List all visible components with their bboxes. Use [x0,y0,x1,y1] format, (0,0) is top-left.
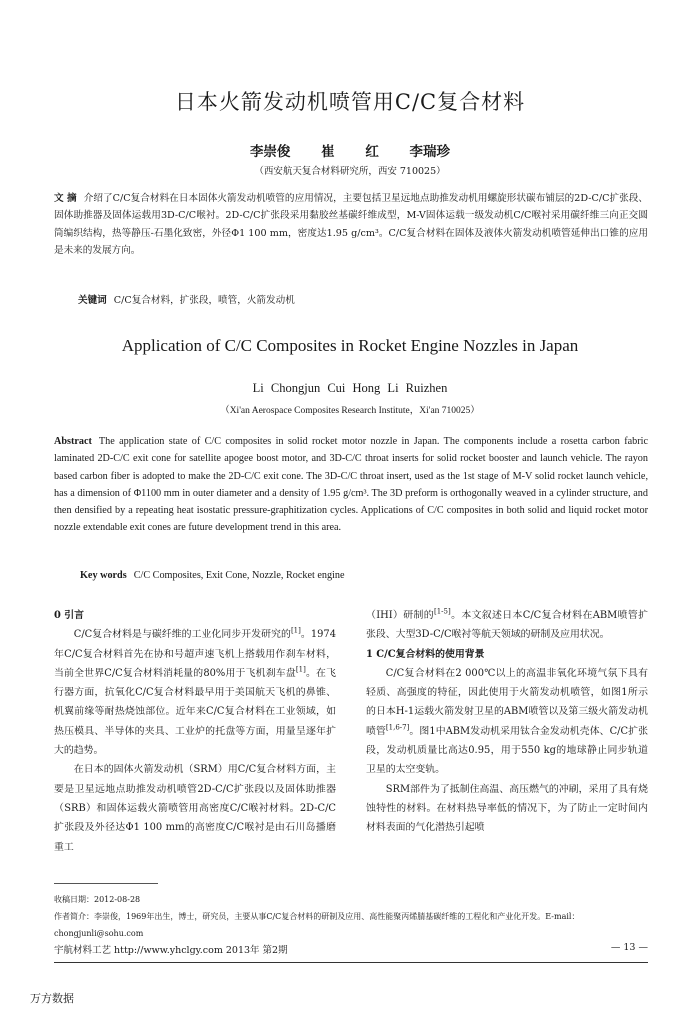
keywords-en [80,570,345,581]
footnote-received-date: 收稿日期：2012-08-28 [54,895,141,904]
citation: [1,6-7] [385,723,410,732]
affiliation-cn: （西安航天复合材料研究所，西安 710025） [254,166,446,177]
page-number: — 13 — [610,942,648,953]
authors-en: Li Chongjun Cui Hong Li Ruizhen [252,381,448,395]
keywords-en-label: Key words [80,570,127,581]
section-0-heading: 0 引言 [54,610,85,621]
text-run: 。1974年C/C复合材料首先在协和号超声速飞机上搭载用作刹车材料，当前全世界C/C复合材料消耗量的80%用于飞机刹车盘 [54,629,336,679]
left-paragraph-2: 在日本的固体火箭发动机（SRM）用C/C复合材料方面，主要是卫星远地点助推发动机喷管2D-C/C扩张段以及固体助推器（SRB）和固体运载火箭喷管用高密度C/C喉衬材料。2D-C/C扩张段及外径达Φ1 100 mm的高密度C/C喉衬是由石川岛播磨重工 [54,764,336,853]
footnotes [54,891,648,942]
citation: [1] [290,627,301,635]
left-paragraph-1 [54,625,336,760]
right-column [366,606,648,838]
journal-footer [54,942,648,956]
text-run: 。在飞行器方面，抗氧化C/C复合材料最早用于美国航天飞机的鼻锥、机翼前缘等耐热烧蚀部位。近年来C/C复合材料在工业领域，如热压模具、半导体的夹具、工业炉的托盘等方面，用量呈逐年扩大的趋势。 [54,667,336,757]
text-run: （IHI）研制的 [366,610,434,621]
keywords-cn-label: 关键词 [78,295,107,306]
keywords-cn [78,292,648,306]
paper-title-en: Application of C/C Composites in Rocket Engine Nozzles in Japan [121,336,579,355]
footnote-author-bio: 作者简介：李崇俊，1969年出生，博士，研究员，主要从事C/C复合材料的研制及应用、高性能聚丙烯腈基碳纤维的工程化和产业化开发。E-mail：chongjunli@sohu.com [54,912,580,938]
text-run: C/C复合材料是与碳纤维的工业化同步开发研究的 [73,629,291,641]
keywords-en-text: C/C Composites, Exit Cone, Nozzle, Rocket engine [133,570,345,581]
abstract-en-text: The application state of C/C composites in solid rocket motor nozzle in Japan. The components include a rosetta carbon fabric laminated 2D-C/C exit cone for satellite apogee boost motor, and 3D-C/C throat inserts for solid rocket booster and launch vehicle. The rayon based carbon fiber is adopted to make the 2D-C/C exit cone. The 3D-C/C throat insert, used as the 1st stage of M-V solid rocket launch vehicle, has a dimension of Φ1100 mm in outer diameter and a density of 1.95 g/cm³. The 3D preform is orthogonally weaved in a cylinder structure, and then densified by a repeating heat isostatic pressure-graphitization cycles. Applications of C/C composites in both solid and liquid rocket motor nozzle extendable exit cones are future development trend in this area. [54,436,648,534]
footnote-divider [54,883,158,884]
paper-title-cn: 日本火箭发动机喷管用C/C复合材料 [174,90,526,114]
abstract-cn-text: 介绍了C/C复合材料在日本固体火箭发动机喷管的应用情况，主要包括卫星远地点助推发动机用螺旋形状碳布铺层的2D-C/C扩张段、固体助推器及固体运载用3D-C/C喉衬。2D-C/C扩张段采用黏胶丝基碳纤维成型，M-V固体运载一级发动机C/C喉衬采用碳纤维三向正交圆筒编织结构，热等静压-石墨化致密，外径Φ1 100 mm，密度达1.95 g/cm³。C/C复合材料在固体及液体火箭发动机喷管延伸出口锥的应用是未来的发展方向。 [54,193,648,257]
text-run: 。本文叙述日本C/C复合材料在ABM喷管扩张段、大型3D-C/C喉衬等航天领域的研制及应用状况。 [366,610,648,641]
abstract-en [54,433,648,537]
section-1-heading: 1 C/C复合材料的使用背景 [366,648,485,660]
authors-cn: 李崇俊 崔 红 李瑞珍 [249,144,451,160]
keywords-cn-text: C/C复合材料，扩张段，喷管，火箭发动机 [113,295,295,306]
watermark: 万方数据 [30,992,74,1005]
text-run: C/C复合材料在2 000℃以上的高温非氧化环境气氛下具有轻质、高强度的特征，因此使用于火箭发动机喷管，如图1所示的日本H-1运载火箭发射卫星的ABM喷管以及第三级火箭发动机喷管 [366,667,648,737]
right-paragraph-2 [366,664,648,780]
citation: [1] [295,665,306,674]
citation: [1-5] [433,607,451,616]
right-paragraph-1 [366,606,648,645]
abstract-en-label: Abstract [54,436,92,447]
right-paragraph-3: SRM部件为了抵制住高温、高压燃气的冲刷，采用了具有烧蚀特性的材料。在材料热导率低的情况下，为了防止一定时间内材料表面的气化潜热引起喷 [366,783,648,834]
abstract-cn [54,190,648,260]
footer-divider [54,962,648,963]
text-run: 。图1中ABM发动机采用钛合金发动机壳体、C/C扩张段，发动机质量比高达0.95，用于550 kg的地球静止同步轨道卫星的太空变轨。 [366,725,648,776]
affiliation-en: （Xi'an Aerospace Composites Research Institute，Xi'an 710025） [220,406,480,416]
left-column [54,606,336,857]
abstract-cn-label: 文 摘 [54,193,77,204]
journal-info: 宇航材料工艺 http://www.yhclgy.com 2013年 第2期 [54,945,288,956]
